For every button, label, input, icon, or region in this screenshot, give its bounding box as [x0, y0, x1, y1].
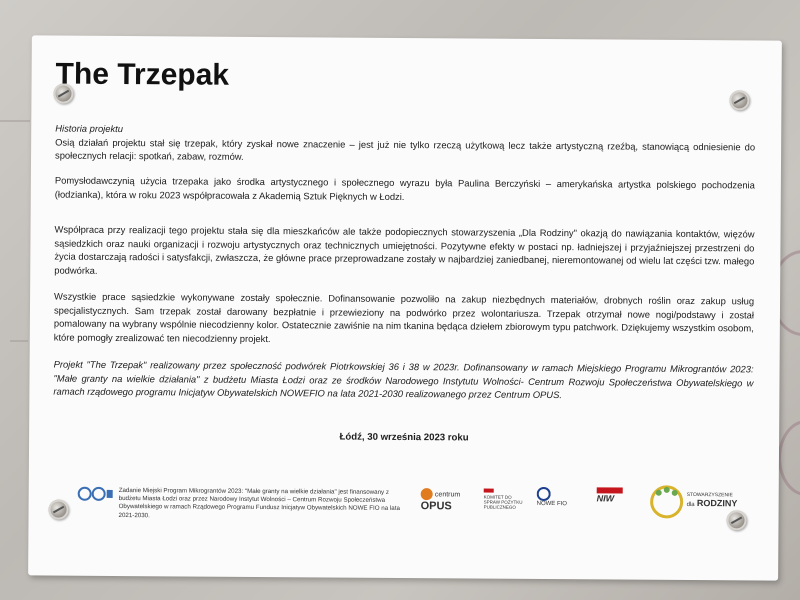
- wall-crack: [10, 340, 28, 342]
- paragraph-cooperation: Współpraca przy realizacji tego projektu stała się dla mieszkańców ale także podopiecznych stowarzyszenia „Dla Rodziny" okazją do nawiązania kontaktów, więzów sąsiedzkich oraz nauki organizacji i rozwoju artystycznych oraz technicznych umiejętności. Pozytywne efekty w postaci np. ładniejszej i przyjaźniejszej przestrzeni do życia dostarczają radości i satysfakcji, zwłaszcza, że główne prace przeprowadzane zostały w najbardziej zaniedbanej, nieremontowanej od wielu lat części tzw. małego podwórka.: [54, 223, 755, 276]
- nowefio-logo: NOWE FIO: [537, 487, 567, 507]
- screw-icon: [729, 90, 749, 110]
- sponsors-footer: [28, 475, 778, 540]
- wall-graffiti: [778, 420, 800, 496]
- dla-rodziny-logo: STOWARZYSZENIE dla RODZINY: [686, 491, 738, 509]
- paragraph-works: Wszystkie prace sąsiedzkie wykonywane zostały społecznie. Dofinansowanie pozwoliło na zakup niezbędnych materiałów, drobnych roślin oraz zakup usług specjalistycznych. Sam trzepak został darowany bezpłatnie i przewieziony na podwórko przez wolontariusza. Trzepak otrzymał nowe nogi/podstawy i został pomalowany na wybrany wspólnie niecodzienny kolor. Ostatecznie zawiśnie na nim tkanina będąca dziełem zbiorowym typu patchwork. Dziękujemy wszystkim osobom, które pomogły zrealizować ten niecodzienny projekt.: [53, 290, 755, 344]
- komitet-logo: KOMITET DO SPRAW POŻYTKU PUBLICZNEGO: [484, 489, 524, 510]
- information-plaque: [28, 35, 782, 580]
- history-heading: Historia projektu: [55, 122, 124, 135]
- opus-logo: centrum OPUS: [421, 488, 461, 512]
- plaque-date: Łódź, 30 września 2023 roku: [339, 431, 469, 444]
- wall-crack: [0, 120, 30, 122]
- paragraph-funding: Projekt "The Trzepak" realizowany przez społeczność podwórek Piotrkowskiej 36 i 38 w 2023r. Dofinansowany w ramach Miejskiego Programu Mikrograntów 2023: "Małe granty na wielkie działania" z budżetu Miasta Łodzi oraz ze środków Narodowego Instytutu Wolności- Centrum Rozwoju Społeczeństwa Obywatelskiego w ramach rządowego programu Inicjatyw Obywatelskich NOWEFIO na lata 2021-2030 realizowanego przez Centrum OPUS.: [53, 358, 754, 401]
- paragraph-author: Pomysłodawczynią użycia trzepaka jako środka artystycznego i społecznego wyrazu była Paulina Berczyński – amerykańska artystka polskiego pochodzenia (łodzianka), która w roku 2023 współpracowała z Akademią Sztuk Pięknych w Łodzi.: [54, 174, 755, 202]
- plaque-title: The Trzepak: [55, 57, 230, 92]
- paragraph-1: Osią działań projektu stał się trzepak, który zyskał nowe znaczenie – jest już nie tylko rzeczą użytkową lecz także artystyczną rzeźbą, stanowiącą odniesienie do społecznych relacji: spotkań, zabaw, rozmów.: [55, 136, 756, 163]
- dla-rodziny-emblem: [647, 482, 687, 522]
- niw-logo: NIW: [597, 487, 623, 503]
- lodz-logo: [75, 482, 115, 506]
- funding-footnote: Zadanie Miejski Program Mikrograntów 2023: "Małe granty na wielkie działania" jest finansowany z budżetu Miasta Łodzi oraz przez Narodowy Instytut Wolności – Centrum Rozwoju Społeczeństwa Obywatelskiego w ramach Rządowego Programu Fundusz Inicjatyw Obywatelskich NOWE FIO na lata 2021-2030.: [118, 487, 400, 519]
- history-section: [55, 122, 755, 168]
